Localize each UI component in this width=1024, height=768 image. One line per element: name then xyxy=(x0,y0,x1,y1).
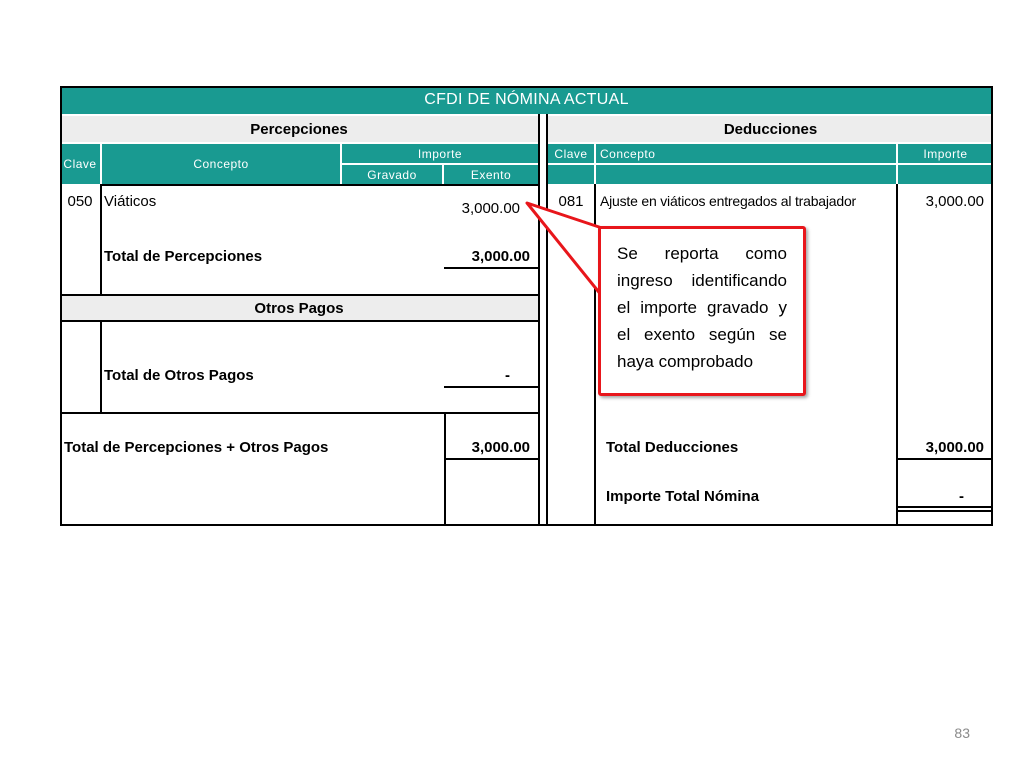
ded-col-importe-header: Importe xyxy=(898,144,993,163)
table-title: CFDI DE NÓMINA ACTUAL xyxy=(60,86,993,114)
total-deducciones-value: 3,000.00 xyxy=(925,438,984,456)
col-clave-header: Clave xyxy=(60,144,100,184)
callout-box xyxy=(598,226,806,396)
callout-line: ingreso identificando xyxy=(617,271,787,290)
slide-number: 83 xyxy=(954,725,970,741)
col-concepto-header: Concepto xyxy=(102,144,340,184)
callout-line: el importe gravado y xyxy=(617,298,787,317)
perc-row-concepto: Viáticos xyxy=(104,192,157,210)
callout-line: Se reporta como xyxy=(617,244,787,263)
ded-row-importe: 3,000.00 xyxy=(925,192,984,210)
percepciones-heading: Percepciones xyxy=(60,116,538,142)
grand-total-value: 3,000.00 xyxy=(471,438,530,456)
total-percepciones-value: 3,000.00 xyxy=(471,247,530,265)
deducciones-heading: Deducciones xyxy=(548,116,993,142)
total-otros-pagos-value: - xyxy=(505,366,510,384)
callout-line: el exento según se xyxy=(617,325,787,344)
total-percepciones-label: Total de Percepciones xyxy=(104,247,263,265)
callout-line: haya comprobado xyxy=(617,352,754,371)
grand-total-label: Total de Percepciones + Otros Pagos xyxy=(64,438,329,456)
importe-total-nomina-value: - xyxy=(959,487,964,505)
col-importe-header: Importe xyxy=(342,144,538,163)
total-otros-pagos-label: Total de Otros Pagos xyxy=(104,366,254,384)
ded-col-concepto-header: Concepto xyxy=(596,144,896,163)
importe-total-nomina-label: Importe Total Nómina xyxy=(606,487,760,505)
col-gravado-header: Gravado xyxy=(342,165,442,184)
col-exento-header: Exento xyxy=(444,165,538,184)
perc-row-clave: 050 xyxy=(67,192,93,210)
otros-pagos-heading: Otros Pagos xyxy=(60,296,538,320)
total-deducciones-label: Total Deducciones xyxy=(606,438,739,456)
ded-col-clave-header: Clave xyxy=(548,144,594,163)
ded-row-concepto: Ajuste en viáticos entregados al trabajador xyxy=(600,193,857,209)
perc-row-exento: 3,000.00 xyxy=(461,199,520,217)
ded-row-clave: 081 xyxy=(558,192,584,210)
